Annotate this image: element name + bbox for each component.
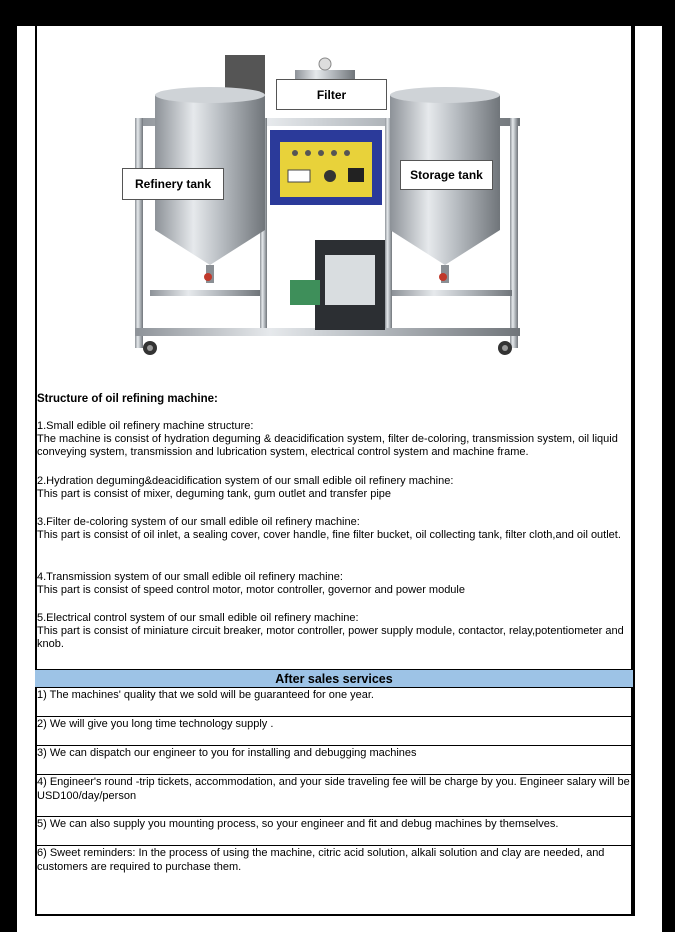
section-1 [37, 420, 632, 459]
top-bar [0, 0, 675, 26]
service-row-2: 2) We will give you long time technology supply . [35, 717, 633, 746]
after-sales-table [35, 669, 633, 906]
service-row-5: 5) We can also supply you mounting process, so your engineer and fit and debug machines by themselves. [35, 817, 633, 846]
right-black-edge [662, 0, 675, 932]
section-4 [37, 571, 632, 597]
callout-filter: Filter [276, 79, 387, 110]
section-3-body: This part is consist of oil inlet, a sealing cover, cover handle, fine filter bucket, oil collecting tank, filter cloth,and oil outlet. [37, 529, 621, 541]
service-row-3: 3) We can dispatch our engineer to you for installing and debugging machines [35, 746, 633, 775]
section-2-body: This part is consist of mixer, deguming tank, gum outlet and transfer pipe [37, 488, 392, 500]
left-black-edge [0, 0, 17, 932]
page-margin-bottom [0, 916, 675, 932]
section-3 [37, 516, 632, 542]
structure-title: Structure of oil refining machine: [37, 393, 218, 405]
section-5-heading: 5.Electrical control system of our small edible oil refinery machine: [37, 612, 359, 624]
callout-storage-tank: Storage tank [400, 160, 493, 190]
section-4-body: This part is consist of speed control motor, motor controller, governor and power module [37, 584, 465, 596]
section-4-heading: 4.Transmission system of our small edible oil refinery machine: [37, 571, 343, 583]
section-5 [37, 612, 632, 651]
service-row-4: 4) Engineer's round -trip tickets, accommodation, and your side traveling fee will be charge by you. Engineer salary will be USD100/day/person [35, 775, 633, 817]
callout-refinery-tank: Refinery tank [122, 168, 224, 200]
service-row-6: 6) Sweet reminders: In the process of using the machine, citric acid solution, alkali solution and clay are needed, and customers are required to purchase them. [37, 847, 605, 873]
section-5-body: This part is consist of miniature circuit breaker, motor controller, power supply module, contactor, relay,potentiometer and knob. [37, 625, 624, 650]
service-row-1: 1) The machines' quality that we sold will be guaranteed for one year. [35, 688, 633, 717]
after-sales-header: After sales services [35, 669, 633, 688]
section-1-heading: 1.Small edible oil refinery machine structure: [37, 420, 254, 432]
section-3-heading: 3.Filter de-coloring system of our small edible oil refinery machine: [37, 516, 360, 528]
section-1-body: The machine is consist of hydration deguming & deacidification system, filter de-coloring, transmission system, oil liquid conveying system, transmission and lubrication system, electrical control system and machine frame. [37, 433, 618, 458]
section-2 [37, 475, 632, 501]
section-2-heading: 2.Hydration deguming&deacidification system of our small edible oil refinery machine: [37, 475, 454, 487]
